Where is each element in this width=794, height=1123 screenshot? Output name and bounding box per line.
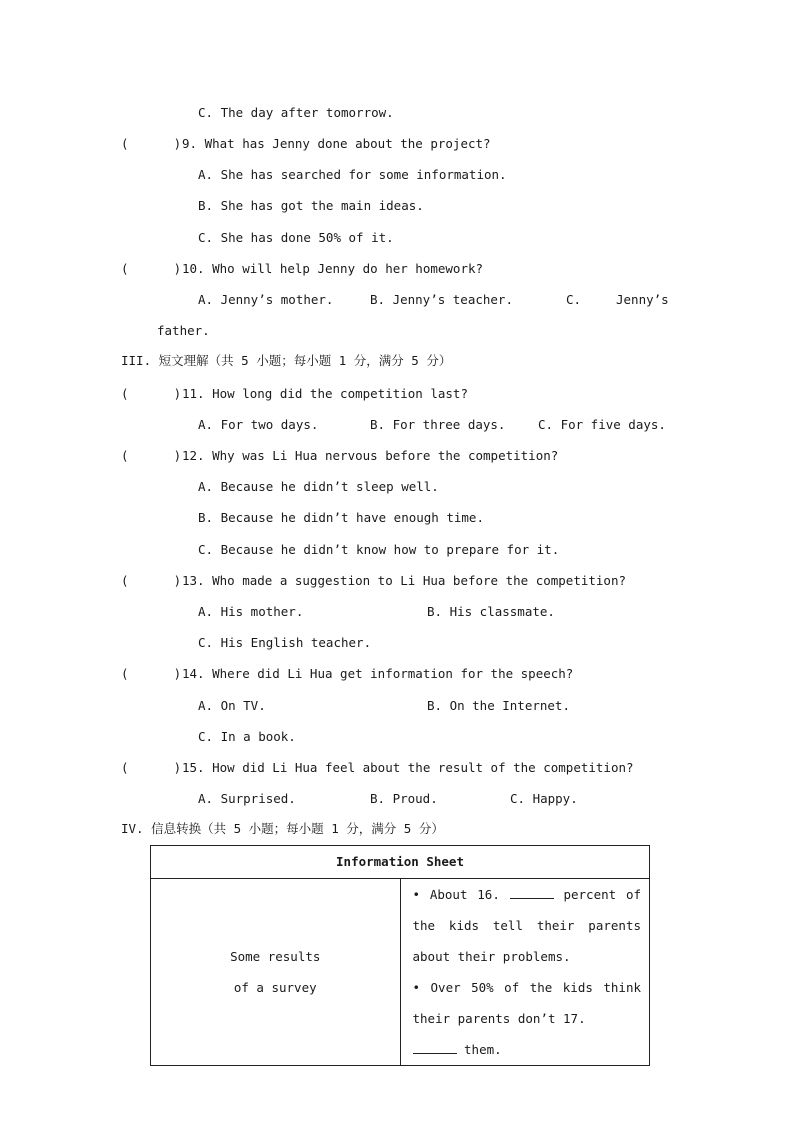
q11-option-a: A. For two days. — [198, 417, 319, 432]
q15-text: 15. How did Li Hua feel about the result of the competition? — [182, 760, 634, 775]
q11-option-c: C. For five days. — [538, 417, 666, 432]
q10-answer-paren[interactable]: ( ) — [121, 261, 182, 276]
q13-option-c: C. His English teacher. — [198, 635, 372, 650]
q10-option-b: B. Jenny’s teacher. — [370, 292, 513, 307]
q10-option-c-continued: father. — [157, 323, 210, 338]
q12-text: 12. Why was Li Hua nervous before the competition? — [182, 448, 559, 463]
item-2-start: Over 50% of the kids think their parents don’t 17. — [412, 980, 642, 1026]
item-1-start: About 16. — [429, 887, 500, 902]
q9-answer-paren[interactable]: ( ) — [121, 136, 182, 151]
q10-option-c-word: Jenny’s — [616, 292, 669, 307]
table-left-cell — [151, 879, 401, 1066]
q9-option-b: B. She has got the main ideas. — [198, 198, 424, 213]
q10-text: 10. Who will help Jenny do her homework? — [182, 261, 484, 276]
q11-answer-paren[interactable]: ( ) — [121, 386, 182, 401]
section-4-title: IV. 信息转换（共 5 小题；每小题 1 分，满分 5 分） — [121, 821, 444, 836]
q11-text: 11. How long did the competition last? — [182, 386, 468, 401]
q13-answer-paren[interactable]: ( ) — [121, 573, 182, 588]
q14-answer-paren[interactable]: ( ) — [121, 666, 182, 681]
left-cell-line-1: Some results — [230, 949, 321, 964]
q10-option-a: A. Jenny’s mother. — [198, 292, 334, 307]
table-right-cell — [400, 879, 650, 1066]
q14-option-b: B. On the Internet. — [427, 698, 570, 713]
bullet-2: • — [412, 980, 421, 995]
answer-blank-17[interactable] — [413, 1041, 457, 1054]
q12-option-b: B. Because he didn’t have enough time. — [198, 510, 484, 525]
q13-option-b: B. His classmate. — [427, 604, 555, 619]
q12-option-c: C. Because he didn’t know how to prepare for it. — [198, 542, 560, 557]
q12-option-a: A. Because he didn’t sleep well. — [198, 479, 439, 494]
bullet-1: • — [412, 887, 421, 902]
item-2-end: them. — [464, 1042, 502, 1057]
q15-answer-paren[interactable]: ( ) — [121, 760, 182, 775]
q13-option-a: A. His mother. — [198, 604, 304, 619]
left-cell-line-2: of a survey — [233, 980, 317, 995]
q15-option-b: B. Proud. — [370, 791, 438, 806]
q9-option-c: C. She has done 50% of it. — [198, 230, 394, 245]
q8-option-c: C. The day after tomorrow. — [198, 105, 394, 120]
table-header: Information Sheet — [151, 846, 650, 879]
q9-text: 9. What has Jenny done about the project? — [182, 136, 491, 151]
item-1-end: percent of the kids tell their parents about their problems. — [412, 887, 642, 964]
q14-option-a: A. On TV. — [198, 698, 266, 713]
q10-option-c-prefix: C. — [566, 292, 582, 307]
q14-option-c: C. In a book. — [198, 729, 296, 744]
q14-text: 14. Where did Li Hua get information for the speech? — [182, 666, 574, 681]
q12-answer-paren[interactable]: ( ) — [121, 448, 182, 463]
q9-option-a: A. She has searched for some information. — [198, 167, 507, 182]
q15-option-a: A. Surprised. — [198, 791, 296, 806]
q11-option-b: B. For three days. — [370, 417, 506, 432]
q15-option-c: C. Happy. — [510, 791, 578, 806]
information-sheet-table — [150, 845, 650, 1066]
answer-blank-16[interactable] — [510, 886, 554, 899]
section-3-title: III. 短文理解（共 5 小题；每小题 1 分，满分 5 分） — [121, 353, 452, 368]
q13-text: 13. Who made a suggestion to Li Hua before the competition? — [182, 573, 627, 588]
